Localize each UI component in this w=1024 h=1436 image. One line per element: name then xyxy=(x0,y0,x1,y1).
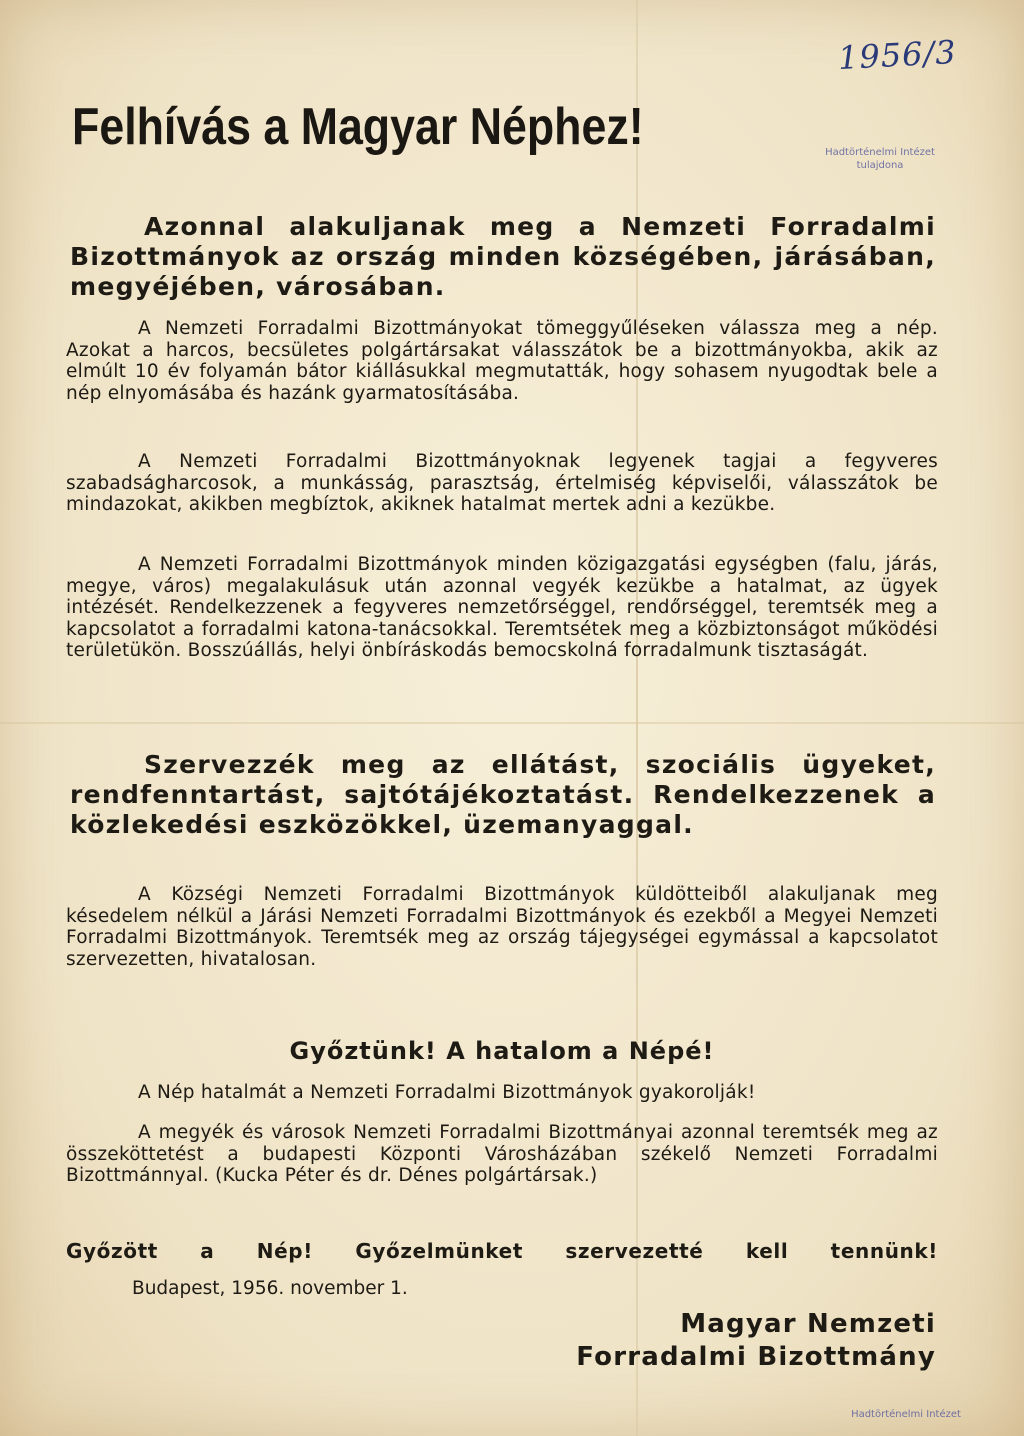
heading-committees: Azonnal alakuljanak meg a Nemzeti Forradalmi Bizottmányok az ország minden községében, járásában, megyéjében, városában. xyxy=(70,212,936,301)
place-and-date: Budapest, 1956. november 1. xyxy=(132,1278,408,1299)
heading-organize: Szervezzék meg az ellátást, szociális ügyeket, rendfenntartást, sajtótájékoztatást. Rendelkezzenek a közlekedési eszközökkel, üzemanyaggal. xyxy=(70,750,936,839)
stamp-line-2: tulajdona xyxy=(856,160,904,171)
paragraph-powers: A Nemzeti Forradalmi Bizottmányok minden közigazgatási egységben (falu, járás, megye, város) megalakulásuk után azonnal vegyék kezükbe a hatalmat, az ügyek intézését. Rendelkezzenek a fegyveres nemzetőrséggel, rendőrséggel, teremtsék meg a kapcsolatot a forradalmi katona-tanácsokkal. Teremtsétek meg a közbiztonságot működési területükön. Bosszúállás, helyi önbíráskodás bemocskolná forradalmunk tisztaságát. xyxy=(66,554,938,661)
archive-stamp-bottom: Hadtörténelmi Intézet xyxy=(851,1409,961,1420)
stamp-line-1: Hadtörténelmi Intézet xyxy=(825,147,935,158)
signature-line-1: Magyar Nemzeti xyxy=(680,1309,936,1339)
archive-stamp-top xyxy=(800,146,960,172)
slogan-organize: Győzött a Nép! Győzelmünket szervezetté kell tennünk! xyxy=(66,1239,938,1263)
paragraph-delegates: A Községi Nemzeti Forradalmi Bizottmányok küldötteiből alakuljanak meg késedelem nélkül a Járási Nemzeti Forradalmi Bizottmányok és ezekből a Megyei Nemzeti Forradalmi Bizottmányok. Teremtsék meg az ország tájegységei egymással a kapcsolatot szervezetten, hivatalosan. xyxy=(66,884,938,970)
page-title: Felhívás a Magyar Néphez! xyxy=(72,98,644,156)
paragraph-city-hall: A megyék és városok Nemzeti Forradalmi Bizottmányai azonnal teremtsék meg az összeköttetést a budapesti Központi Városházában székelő Nemzeti Forradalmi Bizottmánnyal. (Kucka Péter és dr. Dénes polgártársak.) xyxy=(66,1122,938,1186)
paragraph-election: A Nemzeti Forradalmi Bizottmányokat tömeggyűléseken válassza meg a nép. Azokat a harcos, becsületes polgártársakat válasszátok be a bizottmányokba, akik az elmúlt 10 év folyamán bátor kiállásukkal megmutatták, hogy sohasem nyugodtak bele a nép elnyomásába és hazánk gyarmatosításába. xyxy=(66,318,938,404)
paragraph-members: A Nemzeti Forradalmi Bizottmányoknak legyenek tagjai a fegyveres szabadságharcosok, a munkásság, parasztság, értelmiség képviselői, válasszátok be mindazokat, akikben megbíztok, akiknek hatalmat mertek adni a kezükbe. xyxy=(66,451,938,515)
signature-line-2: Forradalmi Bizottmány xyxy=(576,1342,936,1372)
slogan-victory: Győztünk! A hatalom a Népé! xyxy=(289,1037,715,1065)
paragraph-peoples-power: A Nép hatalmát a Nemzeti Forradalmi Bizottmányok gyakorolják! xyxy=(138,1082,756,1103)
archive-number: 1956/3 xyxy=(837,32,958,78)
fold-crease-horizontal xyxy=(0,722,1024,724)
